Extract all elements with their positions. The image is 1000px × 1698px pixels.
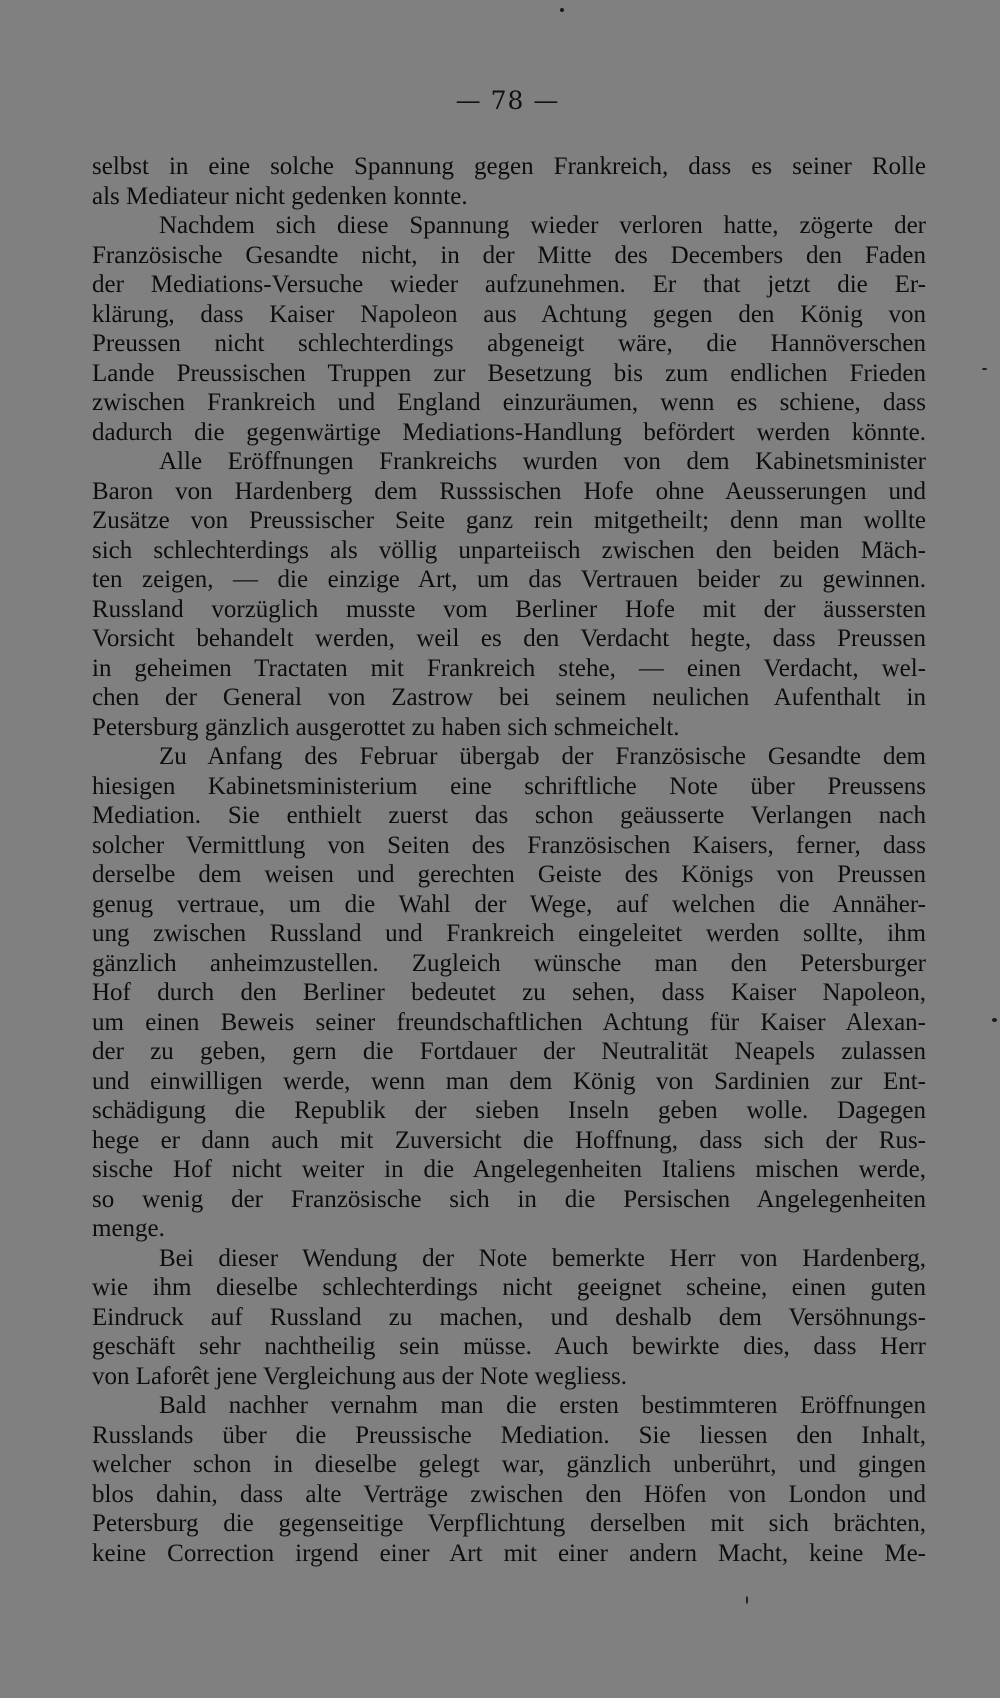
text-line: Bald nachher vernahm man die ersten bestimmteren Eröffnungen — [159, 1392, 926, 1419]
text-line: Zusätze von Preussischer Seite ganz rein mitgetheilt; denn man wollte — [92, 507, 926, 534]
paragraph — [92, 152, 926, 211]
text-line: sich schlechterdings als völlig unparteiisch zwischen den beiden Mäch- — [92, 536, 926, 564]
text-line: dadurch die gegenwärtige Mediations-Handlung befördert werden könnte. — [92, 418, 926, 446]
text-line: und einwilligen werde, wenn man dem König von Sardinien zur Ent- — [92, 1067, 926, 1095]
text-line: von Laforêt jene Vergleichung aus der Note wegliess. — [92, 1362, 628, 1390]
text-line: Petersburg gänzlich ausgerottet zu haben sich schmeichelt. — [92, 713, 680, 741]
text-line: solcher Vermittlung von Seiten des Französischen Kaisers, ferner, dass — [92, 831, 926, 859]
text-line: klärung, dass Kaiser Napoleon aus Achtung gegen den König von — [92, 300, 926, 328]
text-line: in geheimen Tractaten mit Frankreich stehe, — einen Verdacht, wel- — [92, 654, 926, 682]
text-line: gänzlich anheimzustellen. Zugleich wünsche man den Petersburger — [92, 949, 926, 977]
text-line: Preussen nicht schlechterdings abgeneigt wäre, die Hannöverschen — [92, 330, 926, 357]
paragraph — [92, 1244, 926, 1392]
text-line: Baron von Hardenberg dem Russsischen Hofe ohne Aeusserungen und — [92, 477, 926, 505]
text-line: Eindruck auf Russland zu machen, und deshalb dem Versöhnungs- — [92, 1303, 926, 1331]
scan-speck — [982, 368, 987, 370]
text-line: zwischen Frankreich und England einzuräumen, wenn es schiene, dass — [92, 389, 926, 416]
text-line: keine Correction irgend einer Art mit einer andern Macht, keine Me- — [92, 1539, 926, 1567]
text-line: Lande Preussischen Truppen zur Besetzung bis zum endlichen Frieden — [92, 359, 926, 387]
text-line: der Mediations-Versuche wieder aufzunehmen. Er that jetzt die Er- — [92, 271, 926, 298]
text-line: chen der General von Zastrow bei seinem neulichen Aufenthalt in — [92, 684, 926, 711]
scan-speck — [992, 1018, 997, 1022]
text-line: Alle Eröffnungen Frankreichs wurden von dem Kabinetsminister — [159, 448, 926, 475]
text-line: als Mediateur nicht gedenken konnte. — [92, 182, 468, 210]
text-line: Vorsicht behandelt werden, weil es den Verdacht hegte, dass Preussen — [92, 625, 926, 652]
text-line: genug vertraue, um die Wahl der Wege, auf welchen die Annäher- — [92, 890, 926, 918]
text-line: hege er dann auch mit Zuversicht die Hoffnung, dass sich der Rus- — [92, 1126, 926, 1154]
text-line: Französische Gesandte nicht, in der Mitte des Decembers den Faden — [92, 241, 926, 269]
text-line: ten zeigen, — die einzige Art, um das Vertrauen beider zu gewinnen. — [92, 566, 926, 593]
scan-speck — [560, 8, 564, 12]
text-line: um einen Beweis seiner freundschaftlichen Achtung für Kaiser Alexan- — [92, 1008, 926, 1036]
text-line: Hof durch den Berliner bedeutet zu sehen, dass Kaiser Napoleon, — [92, 979, 926, 1006]
text-line: derselbe dem weisen und gerechten Geiste des Königs von Preussen — [92, 861, 926, 888]
text-line: schädigung die Republik der sieben Inseln geben wolle. Dagegen — [92, 1097, 926, 1124]
text-line: blos dahin, dass alte Verträge zwischen den Höfen von London und — [92, 1480, 926, 1508]
scan-speck — [746, 1596, 748, 1604]
text-line: ung zwischen Russland und Frankreich eingeleitet werden sollte, ihm — [92, 920, 926, 947]
body-text — [92, 152, 926, 1568]
text-line: Russland vorzüglich musste vom Berliner Hofe mit der äussersten — [92, 595, 926, 623]
paragraph — [92, 742, 926, 1244]
text-line: der zu geben, gern die Fortdauer der Neutralität Neapels zulassen — [92, 1038, 926, 1065]
text-line: sische Hof nicht weiter in die Angelegenheiten Italiens mischen werde, — [92, 1156, 926, 1183]
text-line: welcher schon in dieselbe gelegt war, gänzlich unberührt, und gingen — [92, 1451, 926, 1478]
text-line: menge. — [92, 1215, 165, 1242]
text-line: selbst in eine solche Spannung gegen Frankreich, dass es seiner Rolle — [92, 153, 926, 180]
text-line: Zu Anfang des Februar übergab der Französische Gesandte dem — [159, 743, 926, 770]
text-line: Bei dieser Wendung der Note bemerkte Herr von Hardenberg, — [159, 1244, 926, 1272]
paragraph — [92, 211, 926, 447]
paragraph — [92, 447, 926, 742]
text-line: so wenig der Französische sich in die Persischen Angelegenheiten — [92, 1185, 926, 1213]
text-line: Russlands über die Preussische Mediation. Sie liessen den Inhalt, — [92, 1421, 926, 1449]
paragraph — [92, 1391, 926, 1568]
text-line: Mediation. Sie enthielt zuerst das schon geäusserte Verlangen nach — [92, 802, 926, 829]
text-line: wie ihm dieselbe schlechterdings nicht geeignet scheine, einen guten — [92, 1274, 926, 1301]
text-line: Petersburg die gegenseitige Verpflichtung derselben mit sich brächten, — [92, 1510, 926, 1537]
page-number: — 78 — — [455, 86, 560, 115]
text-line: Nachdem sich diese Spannung wieder verloren hatte, zögerte der — [159, 212, 926, 239]
text-line: geschäft sehr nachtheilig sein müsse. Auch bewirkte dies, dass Herr — [92, 1333, 926, 1360]
text-line: hiesigen Kabinetsministerium eine schriftliche Note über Preussens — [92, 772, 926, 800]
